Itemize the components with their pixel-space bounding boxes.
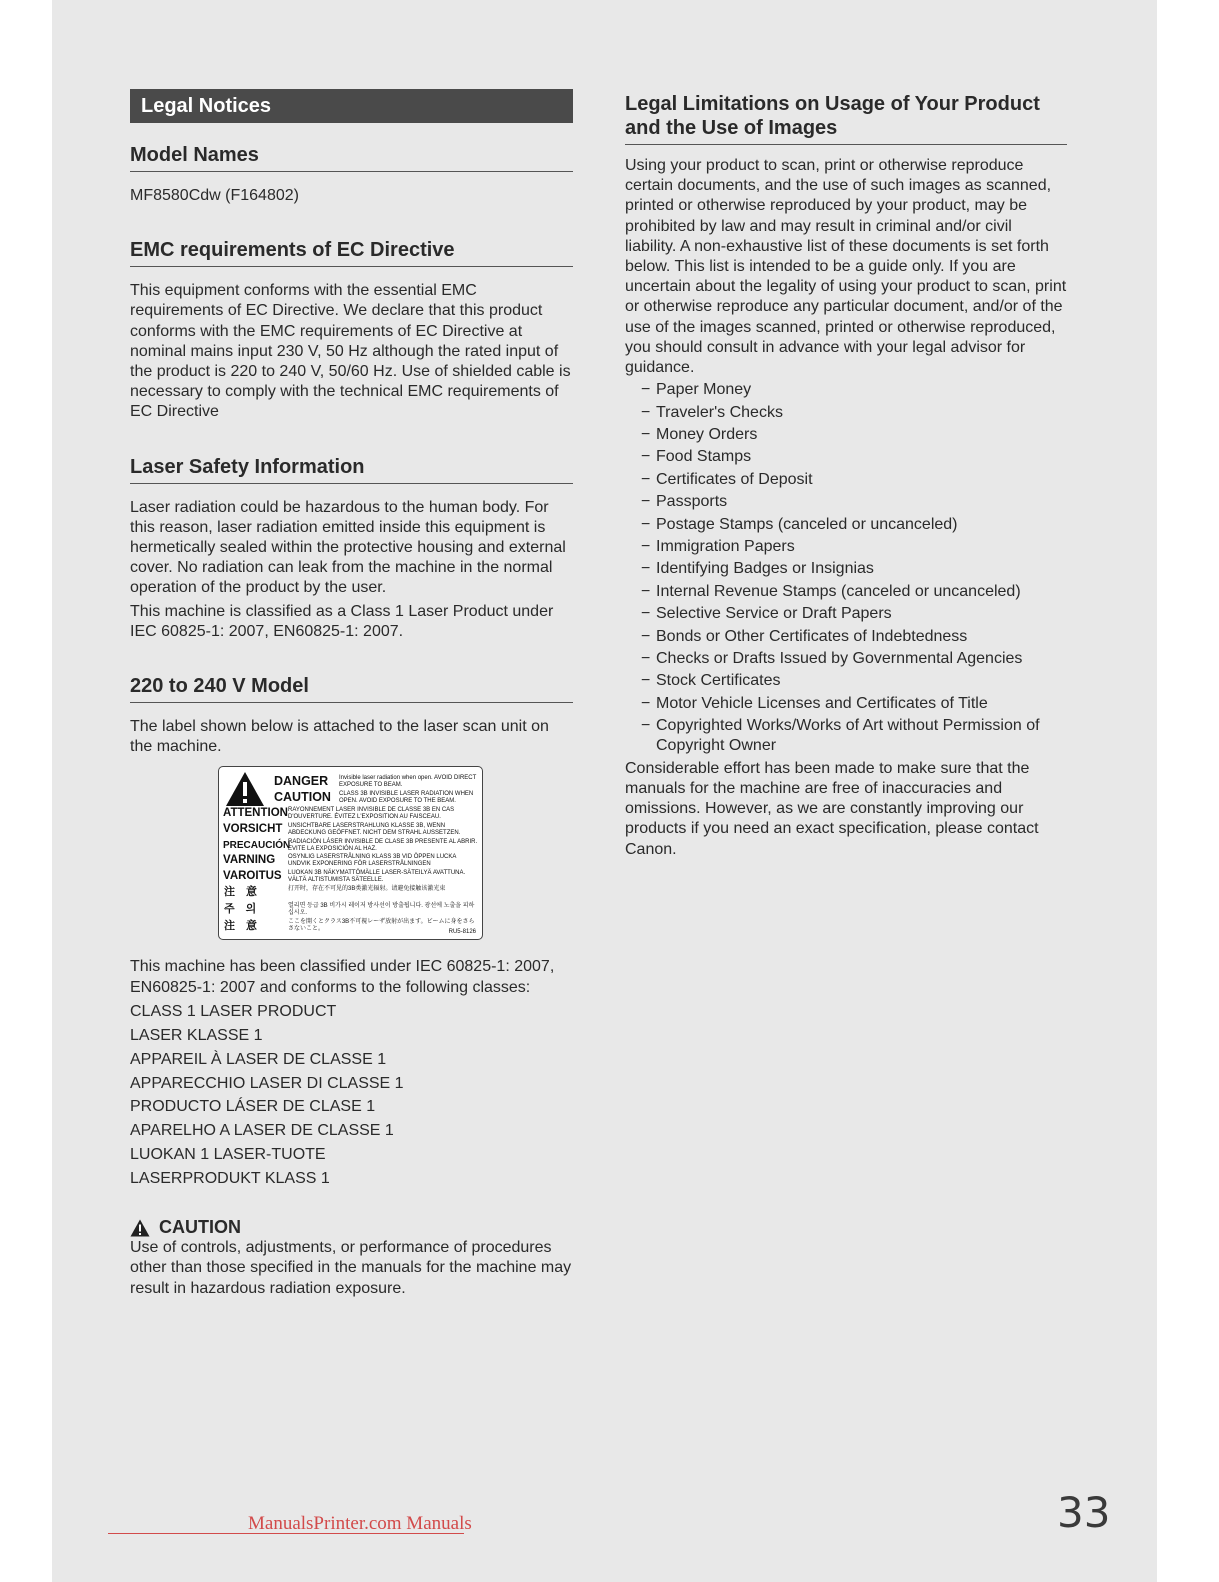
caution-text: Use of controls, adjustments, or performance of procedures other than those specified in the manuals for the machine may result in hazardous radiation exposure.: [130, 1239, 572, 1297]
laser-class-item: APARELHO A LASER DE CLASSE 1: [130, 1122, 394, 1140]
label-zh-text: 打开时，存在不可见的3B类激光辐射。请避免接触该激光束: [288, 886, 446, 893]
list-item: − Passports: [625, 492, 1067, 512]
label-varoitus-text: LUOKAN 3B NÄKYMATTÖMÄLLE LASER-SÄTEILYÄ AVATTUNA. VÄLTÄ ALTISTUMISTA SÄTEELLE.: [288, 870, 466, 884]
model-names-text: MF8580Cdw (F164802): [130, 187, 299, 204]
label-vorsicht: VORSICHT: [223, 823, 283, 836]
laser-class-item: LASER KLASSE 1: [130, 1026, 263, 1044]
list-item: − Selective Service or Draft Papers: [625, 604, 1067, 624]
laser-safety-text: Laser radiation could be hazardous to the human body. For this reason, laser radiation emitted inside this equipment is hermetically sealed within the protective housing and external cover. No radiation can leak from the machine in the normal operation of the product by the user.: [130, 498, 566, 597]
caution-icon: [130, 1219, 150, 1237]
list-item: − Motor Vehicle Licenses and Certificates of Title: [625, 694, 1067, 714]
closing-text: Considerable effort has been made to make sure that the manuals for the machine are free of inaccuracies and omissions. However, as we are constantly improving our products if you need an exact specification, please contact Canon.: [625, 759, 1039, 858]
label-precaucion-text: RADIACIÓN LÁSER INVISIBLE DE CLASE 3B PRESENTE AL ABRIR. EVITE LA EXPOSICIÓN AL HAZ.: [288, 839, 478, 853]
model-220-heading: 220 to 240 V Model: [130, 674, 573, 703]
list-item: − Food Stamps: [625, 447, 1067, 467]
laser-class-item: APPARECCHIO LASER DI CLASSE 1: [130, 1074, 404, 1092]
list-item: − Paper Money: [625, 380, 1067, 400]
label-varning-text: OSYNLIG LASERSTRÅLNING KLASS 3B VID ÖPPEN LUCKA UNDVIK EXPONERING FÖR LASERSTRÅLNINGEN: [288, 854, 457, 868]
label-varning: VARNING: [223, 854, 276, 867]
label-attention: ATTENTION: [223, 807, 288, 820]
laser-class-item: LASERPRODUKT KLASS 1: [130, 1170, 330, 1188]
model-names-heading: Model Names: [130, 143, 573, 172]
laser-class-list: [130, 1000, 573, 1191]
legal-notices-banner: Legal Notices: [130, 89, 573, 123]
list-item: − Checks or Drafts Issued by Governmental Agencies: [625, 649, 1067, 669]
right-column: [625, 92, 1067, 860]
label-attention-text: RAYONNEMENT LASER INVISIBLE DE CLASSE 3B EN CAS D'OUVERTURE. ÉVITEZ L'EXPOSITION AU FAISCEAU.: [288, 807, 455, 821]
classified-text: This machine has been classified under IEC 60825-1: 2007, EN60825-1: 2007 and conforms to the following classes:: [130, 958, 555, 996]
warning-triangle-icon: [225, 771, 265, 807]
label-varoitus: VAROITUS: [223, 870, 282, 883]
laser-class-item: PRODUCTO LÁSER DE CLASE 1: [130, 1098, 376, 1116]
laser-class-item: CLASS 1 LASER PRODUCT: [130, 1002, 337, 1020]
list-item: − Copyrighted Works/Works of Art without Permission of Copyright Owner: [625, 716, 1067, 756]
list-item: − Traveler's Checks: [625, 403, 1067, 423]
label-danger: DANGER: [274, 774, 329, 789]
list-item: − Money Orders: [625, 425, 1067, 445]
label-ja-text: ここを開くとクラス3B不可視レーザ放射が出ます。ビームに身をさらさないこと。: [288, 919, 475, 933]
label-ja: 注 意: [224, 920, 257, 933]
model-220-text: The label shown below is attached to the laser scan unit on the machine.: [130, 718, 549, 756]
page-number: 33: [1057, 1488, 1111, 1537]
laser-class-item: LUOKAN 1 LASER-TUOTE: [130, 1146, 326, 1164]
laser-warning-label: [218, 766, 483, 940]
label-precaucion: PRECAUCIÓN: [223, 840, 291, 852]
caution-heading: [130, 1217, 573, 1238]
list-item: − Certificates of Deposit: [625, 470, 1067, 490]
legal-limitations-heading: Legal Limitations on Usage of Your Product and the Use of Images: [625, 92, 1067, 145]
emc-heading: EMC requirements of EC Directive: [130, 238, 573, 267]
list-item: − Identifying Badges or Insignias: [625, 559, 1067, 579]
list-item: − Internal Revenue Stamps (canceled or uncanceled): [625, 582, 1067, 602]
legal-limitations-intro: Using your product to scan, print or otherwise reproduce certain documents, and the use of such images as scanned, printed or otherwise reproduced by your product, may be prohibited by law and may result in criminal and/or civil liability. A non-exhaustive list of these documents is set forth below. This list is intended to be a guide only. If you are uncertain about the legality of using your product to scan, print or otherwise reproduce any particular document, and/or of the use of the images scanned, printed or otherwise reproduced, you should consult in advance with your legal advisor for guidance.: [625, 157, 1067, 377]
label-danger-text: Invisible laser radiation when open. AVOID DIRECT EXPOSURE TO BEAM.: [339, 775, 477, 789]
label-code: RU5-8126: [448, 929, 476, 936]
label-caution: CAUTION: [274, 790, 331, 805]
laser-safety-heading: Laser Safety Information: [130, 455, 573, 484]
label-caution-text: CLASS 3B INVISIBLE LASER RADIATION WHEN OPEN. AVOID EXPOSURE TO THE BEAM.: [339, 791, 474, 805]
list-item: − Postage Stamps (canceled or uncanceled): [625, 515, 1067, 535]
list-item: − Bonds or Other Certificates of Indebtedness: [625, 627, 1067, 647]
list-item: − Immigration Papers: [625, 537, 1067, 557]
label-ko-text: 열리면 등급 3B 비가시 레이저 방사선이 방출됩니다. 광선에 노출을 피하십시오.: [288, 903, 475, 917]
laser-class-text: This machine is classified as a Class 1 Laser Product under IEC 60825-1: 2007, EN60825-1: 2007.: [130, 602, 554, 640]
emc-text: This equipment conforms with the essential EMC requirements of EC Directive. We declare that this product conforms with the EMC requirements of EC Directive at nominal mains input 230 V, 50 Hz although the rated input of the product is 220 to 240 V, 50/60 Hz. Use of shielded cable is necessary to comply with the technical EMC requirements of EC Directive: [130, 282, 571, 421]
laser-class-item: APPAREIL À LASER DE CLASSE 1: [130, 1050, 387, 1068]
label-vorsicht-text: UNSICHTBARE LASERSTRAHLUNG KLASSE 3B, WENN ABDECKUNG GEÖFFNET. NICHT DEM STRAHL AUSSETZEN.: [288, 823, 461, 837]
caution-heading-text: CAUTION: [159, 1217, 241, 1238]
label-zh: 注 意: [224, 886, 257, 899]
prohibited-documents-list: [625, 380, 1067, 756]
label-ko: 주 의: [224, 903, 257, 916]
left-column: [130, 89, 573, 1299]
list-item: − Stock Certificates: [625, 671, 1067, 691]
footer-manuals-link[interactable]: ManualsPrinter.com Manuals: [248, 1513, 472, 1534]
